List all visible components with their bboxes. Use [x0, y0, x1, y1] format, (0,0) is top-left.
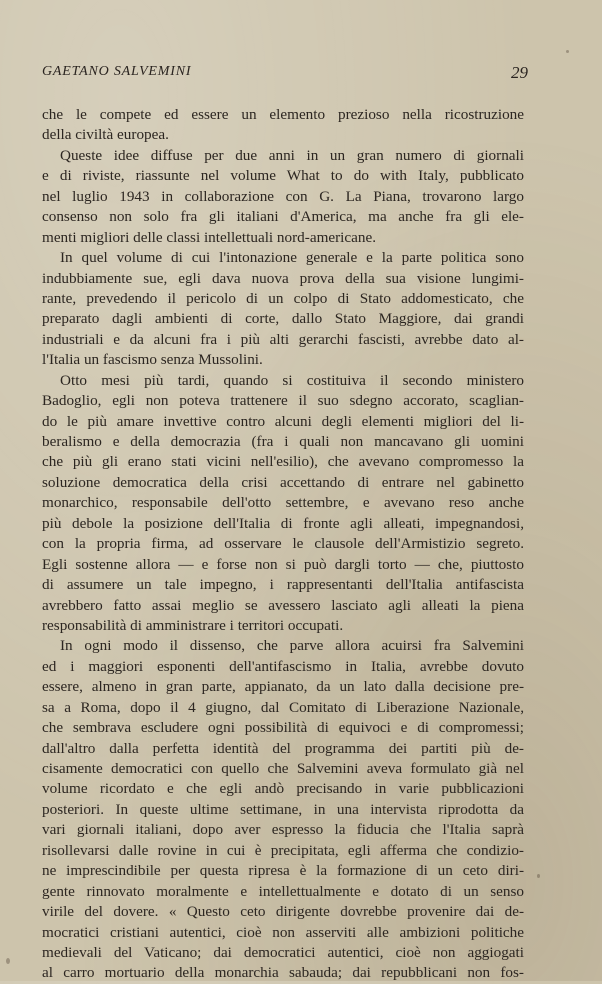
text-line: virile del dovere. « Questo ceto dirigente dovrebbe provenire dai de-: [42, 903, 524, 921]
text-line: di assumere un tale impegno, i rappresentanti dell'Italia antifascista: [42, 576, 524, 594]
text-line: ed i maggiori esponenti dell'antifascismo in Italia, avrebbe dovuto: [42, 657, 524, 675]
text-line: dall'altro dalla perfetta identità del programma dei partiti più de-: [42, 739, 524, 757]
ink-speck: [566, 50, 569, 53]
text-line: In quel volume di cui l'intonazione generale e la parte politica sono: [60, 249, 524, 267]
text-line: l'Italia un fascismo senza Mussolini.: [42, 351, 263, 369]
ink-speck: [6, 958, 10, 964]
text-line: e di riviste, riassunte nel volume What to do with Italy, pubblicato: [42, 167, 524, 185]
text-line: volume ricordato e che egli andò precisando in varie pubblicazioni: [42, 780, 524, 798]
text-line: industriali e da alcuni fra i più alti gerarchi fascisti, avrebbe dato al-: [42, 330, 524, 348]
text-line: rante, prevedendo il pericolo di un colpo di Stato addomesticato, che: [42, 289, 524, 307]
text-line: che più gli erano stati vicini nell'esilio), che avevano compromesso la: [42, 453, 524, 471]
text-line: gente rinnovato moralmente e intellettualmente e dotato di un senso: [42, 882, 524, 900]
text-line: che le compete ed essere un elemento prezioso nella ricostruzione: [42, 106, 524, 123]
text-line: menti migliori delle classi intellettuali nord-americane.: [42, 228, 377, 246]
text-line: nel luglio 1943 in collaborazione con G. La Piana, trovarono largo: [42, 187, 524, 205]
running-head-author: GAETANO SALVEMINI: [42, 64, 192, 79]
text-line: della civiltà europea.: [42, 126, 169, 144]
page-number: 29: [511, 63, 528, 82]
body-text: [42, 105, 524, 984]
text-line: Badoglio, egli non poteva trattenere il suo sdegno accorato, scaglian-: [42, 392, 524, 410]
text-line: monarchico, responsabile dell'otto settembre, e avevano reso anche: [42, 494, 524, 512]
text-line: responsabilità di amministrare i territori occupati.: [42, 616, 344, 634]
text-line: Otto mesi più tardi, quando si costituiva il secondo ministero: [60, 371, 524, 389]
text-line: risollevarsi dalle rovine in cui è precipitata, egli afferma che condizio-: [42, 841, 524, 859]
text-line: sa a Roma, dopo il 4 giugno, dal Comitato di Liberazione Nazionale,: [42, 698, 524, 716]
text-line: vari giornali italiani, dopo aver espresso la fiducia che l'Italia saprà: [42, 821, 524, 839]
running-head: [42, 64, 528, 86]
text-line: mocratici cristiani autentici, cioè non asserviti alle ambizioni politiche: [42, 923, 524, 941]
text-line: do le più amare invettive contro alcuni degli elementi migliori del li-: [42, 412, 524, 430]
text-line: indubbiamente sue, egli dava nuova prova della sua visione lungimi-: [42, 269, 524, 287]
text-line: In ogni modo il dissenso, che parve allora acuirsi fra Salvemini: [60, 637, 524, 655]
text-line: preparato dagli ambienti di corte, dallo Stato Maggiore, dai grandi: [42, 310, 524, 328]
text-line: Egli sostenne allora — e forse non si può dargli torto — che, piuttosto: [42, 555, 524, 573]
text-line: posteriori. In queste ultime settimane, in una intervista riprodotta da: [42, 800, 524, 818]
text-line: ne imprescindibile per questa ripresa è la formazione di un ceto diri-: [42, 862, 524, 880]
text-line: soluzione democratica della crisi accettando di entrare nel gabinetto: [42, 473, 524, 491]
text-line: avrebbero fatto assai meglio se avessero lasciato agli alleati la piena: [42, 596, 524, 614]
text-line: con la propria firma, ad osservare le clausole dell'Armistizio segreto.: [42, 535, 524, 553]
text-line: Queste idee diffuse per due anni in un gran numero di giornali: [60, 146, 524, 164]
text-line: al carro mortuario della monarchia sabauda; dai repubblicani non fos-: [42, 964, 524, 982]
text-line: cisamente democratici con quello che Salvemini aveva formulato già nel: [42, 760, 524, 777]
text-line: che sembrava escludere ogni possibilità di equivoci e di compromessi;: [42, 719, 524, 737]
text-line: consenso non solo fra gli italiani d'America, ma anche fra gli ele-: [42, 208, 524, 226]
ink-speck: [537, 874, 540, 878]
text-line: più debole la posizione dell'Italia di fronte agli alleati, impegnandosi,: [42, 514, 524, 532]
text-line: medievali del Vaticano; dai democratici autentici, cioè non aggiogati: [42, 943, 524, 961]
text-line: essere, almeno in gran parte, appianato, da un lato dalla decisione pre-: [42, 678, 524, 696]
text-line: beralismo e della democrazia (fra i quali non mancavano gli uomini: [42, 433, 524, 450]
